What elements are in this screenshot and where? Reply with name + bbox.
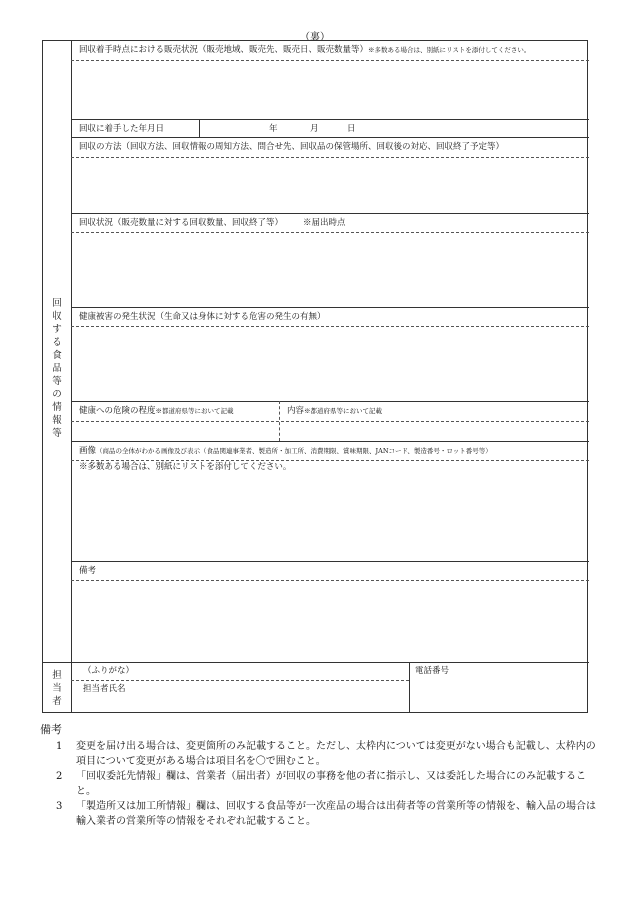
side-column-divider [71,41,72,713]
note-text: 「製造所又は加工所情報」欄は、回収する食品等が一次産品の場合は出荷者等の営業所等の情報を、輸入品の場合は輸入業者の営業所等の情報をそれぞれ記載すること。 [76,801,596,827]
risk-content-label: 内容※都道府県等において記載 [287,406,383,416]
phone-label: 電話番号 [415,666,450,676]
status-dash [71,232,589,233]
sales-status-dash [71,60,589,61]
image-label: 画像（商品の全体がわかる画像及び表示（食品関連事業者、製造所・加工所、消費期限、賞味期限、JANコード、製造番号・ロット番号等） [79,446,492,456]
remarks-field[interactable] [73,582,583,658]
date-year: 年 [269,124,278,134]
divider-1 [71,119,589,120]
divider-5 [71,401,589,402]
risk-label: 健康への危険の程度※都道府県等において記載 [79,406,234,416]
start-date-label: 回収に着手した年月日 [79,124,165,134]
page-mark: （裏） [300,32,330,43]
note-item: 3 「製造所又は加工所情報」欄は、回収する食品等が一次産品の場合は出荷者等の営業所等の情報を、輸入品の場合は輸入業者の営業所等の情報をそれぞれ記載すること。 [56,801,596,827]
divider-6 [71,441,589,442]
remarks-label: 備考 [79,566,97,576]
note-text: 変更を届け出る場合は、変更箇所のみ記載すること。ただし、太枠内については変更がない場合も記載し、太枠内の項目について変更がある場合は項目名を〇で囲むこと。 [76,741,596,767]
divider-3 [71,213,589,214]
start-date-divider [199,119,200,137]
method-dash [71,157,589,158]
contact-name-field[interactable] [143,682,403,710]
notes-section [40,722,600,829]
health-damage-label: 健康被害の発生状況（生命又は身体に対する危害の発生の有無） [79,312,326,322]
remarks-dash [71,580,589,581]
phone-divider [409,662,410,713]
date-month: 月 [310,124,319,134]
contact-side-label: 担当者 [52,670,62,707]
notes-title: 備考 [40,723,62,736]
phone-field[interactable] [415,681,583,709]
image-field[interactable] [73,475,583,559]
divider-2 [71,137,589,138]
divider-7 [71,561,589,562]
furigana-dash [71,680,409,681]
side-label: 回収する食品等の情報等 [52,298,62,439]
note-item: 2 「回収委託先情報」欄は、営業者（届出者）が回収の事務を他の者に指示し、又は委託した場合にのみ記載すること。 [56,771,586,797]
note-item: 1 変更を届け出る場合は、変更箇所のみ記載すること。ただし、太枠内については変更がない場合も記載し、太枠内の項目について変更がある場合は項目名を〇で囲むこと。 [56,741,596,767]
risk-level-field[interactable] [73,423,277,439]
method-label: 回収の方法（回収方法、回収情報の周知方法、問合せ先、回収品の保管場所、回収後の対応、回収終了予定等） [79,142,505,152]
status-label: 回収状況（販売数量に対する回収数量、回収終了等） ※届出時点 [79,218,346,228]
furigana-label: （ふりがな） [83,666,135,676]
image-note: ※多数ある場合は、別紙にリストを添付してください。 [79,462,292,472]
date-day: 日 [347,124,356,134]
sales-status-label: 回収着手時点における販売状況（販売地域、販売先、販売日、販売数量等）※多数ある場合は、別紙にリストを添付してください。 [79,45,531,55]
risk-content-field[interactable] [283,423,583,439]
status-field[interactable] [73,234,583,306]
info-form-frame [42,40,588,713]
contact-name-label: 担当者氏名 [83,684,126,694]
health-damage-dash [71,326,589,327]
risk-dash [71,421,589,422]
contact-divider [43,662,589,663]
health-damage-field[interactable] [73,328,583,400]
note-text: 「回収委託先情報」欄は、営業者（届出者）が回収の事務を他の者に指示し、又は委託した場合にのみ記載すること。 [76,771,586,797]
method-field[interactable] [73,159,583,211]
sales-status-field[interactable] [73,63,583,115]
divider-4 [71,307,589,308]
